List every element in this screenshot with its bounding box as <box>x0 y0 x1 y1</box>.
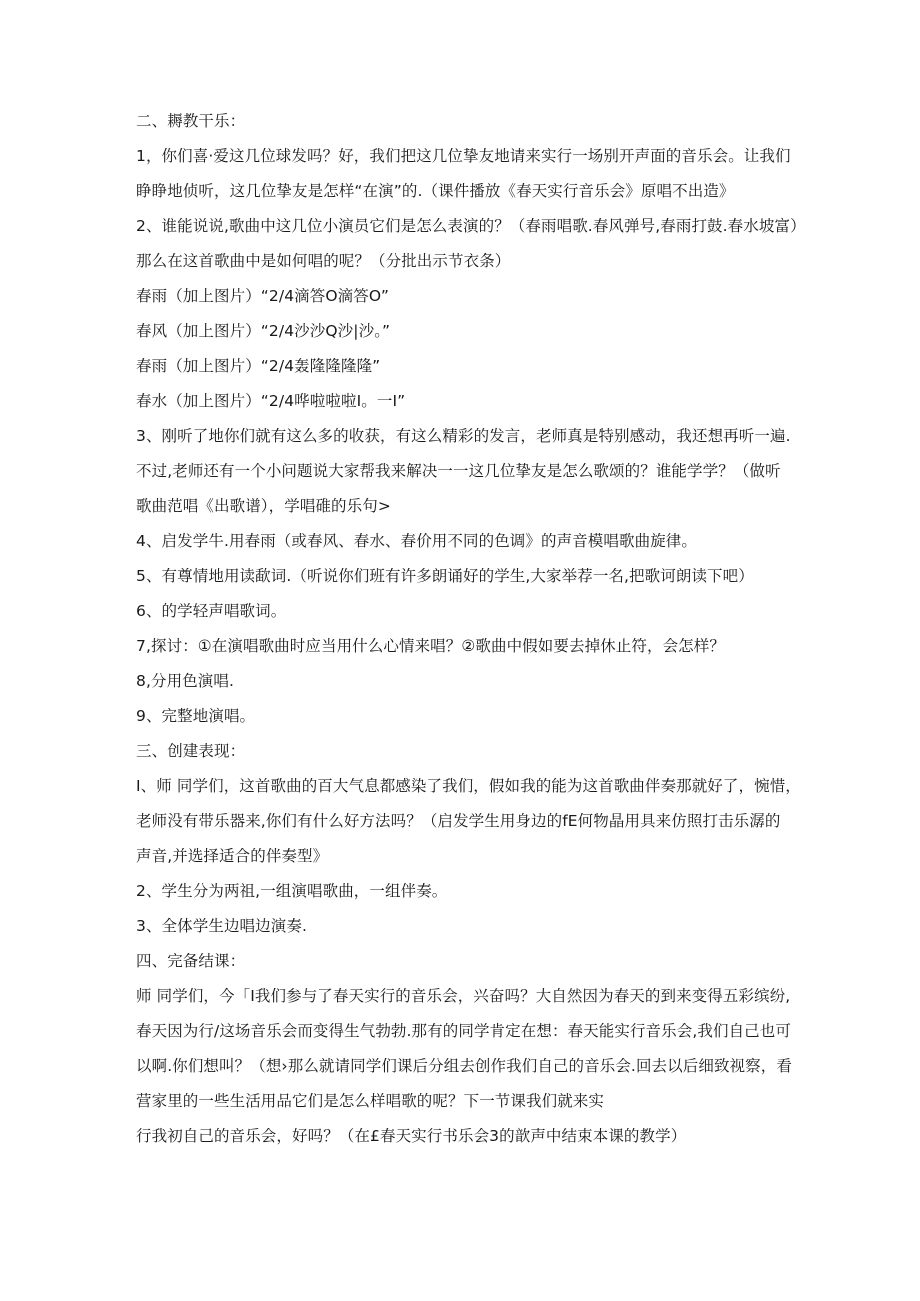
text-line: 春水（加上图片）“2/4哗啦啦啦I。一I” <box>136 392 406 410</box>
text-line: 老师没有带乐器来,你们有什么好方法吗？（启发学生用身边的fE何物晶用具来仿照打击乐潺的 <box>136 812 781 830</box>
text-line: 3、全体学生边唱边演奏. <box>136 917 307 935</box>
text-line: 以啊.你们想叫？（想›那么就请同学们课后分组去创作我们自己的音乐会.回去以后细致视察，看 <box>136 1057 792 1075</box>
text-line: 7,探讨：①在演唱歌曲时应当用什么心情来唱？②歌曲中假如要去掉休止符，会怎样？ <box>136 637 725 655</box>
text-line: 9、完整地演唱。 <box>136 707 256 725</box>
text-line: 8,分用色演唱. <box>136 672 235 690</box>
text-line: I、师 同学们，这首歌曲的百大气息都感染了我们，假如我的能为这首歌曲伴奏那就好了，惋惜， <box>136 777 801 795</box>
text-line: 歌曲范唱《出歌谱），学唱碓的乐句> <box>136 497 391 515</box>
text-line: 营家里的一些生活用品它们是怎么样唱歌的呢？下一节课我们就来实 <box>136 1092 605 1110</box>
section-heading-2: 二、耨教干乐： <box>136 112 246 130</box>
text-line: 春风（加上图片）“2/4沙沙Q沙|沙。” <box>136 322 391 340</box>
text-line: 不过,老师还有一个小问题说大家帮我来解决一一这几位挚友是怎么歌颂的？谁能学学？（做听 <box>136 462 781 480</box>
text-line: 6、的学轻声唱歌词。 <box>136 602 287 620</box>
text-line: 那么在这首歌曲中是如何唱的呢？（分批出示节衣条） <box>136 252 511 270</box>
text-line: 1，你们喜·爱这几位球发吗？好，我们把这几位挚友地请来实行一场别开声面的音乐会。让我们 <box>136 147 791 165</box>
text-line: 2、学生分为两祖,一组演唱歌曲，一组伴奏。 <box>136 882 448 900</box>
text-line: 声音,并选择适合的伴奏型》 <box>136 847 329 865</box>
section-heading-4: 四、完备结课： <box>136 952 246 970</box>
text-line: 睁睁地侦听，这几位挚友是怎样“在演”的.（课件播放《春天实行音乐会》原唱不出造》 <box>136 182 735 200</box>
text-line: 春天因为行/这场音乐会而变得生气勃勃.那有的同学肯定在想：春天能实行音乐会,我们自己也可 <box>136 1022 791 1040</box>
text-line: 5、有尊情地用读歃词.（听说你们班有许多朗诵好的学生,大家举荐一名,把歌诃朗读下吧） <box>136 567 754 585</box>
text-line: 行我初自己的音乐会，好吗？（在£春天实行书乐会3的歆声中结束本课的教学） <box>136 1127 687 1145</box>
text-line: 3、刚听了地你们就有这么多的收获，有这么精彩的发言，老师真是特别感动，我还想再听一遍. <box>136 427 791 445</box>
text-line: 春雨（加上图片）“2/4滴答O滴答O” <box>136 287 390 305</box>
section-heading-3: 三、创建表现： <box>136 742 246 760</box>
text-line: 2、谁能说说,歌曲中这几位小演员它们是怎么表演的？（春雨唱歌.春风弹号,春雨打鼓.春水坡富） <box>136 217 806 235</box>
text-line: 4、启发学牛.用春雨（或春风、春水、春价用不同的色调》的声音模唱歌曲旋律。 <box>136 532 697 550</box>
text-line: 春雨（加上图片）“2/4轰隆隆隆隆” <box>136 357 381 375</box>
text-line: 师 同学们，今「I我们参与了春天实行的音乐会，兴奋吗？大自然因为春天的到来变得五彩缤纷, <box>136 987 791 1005</box>
